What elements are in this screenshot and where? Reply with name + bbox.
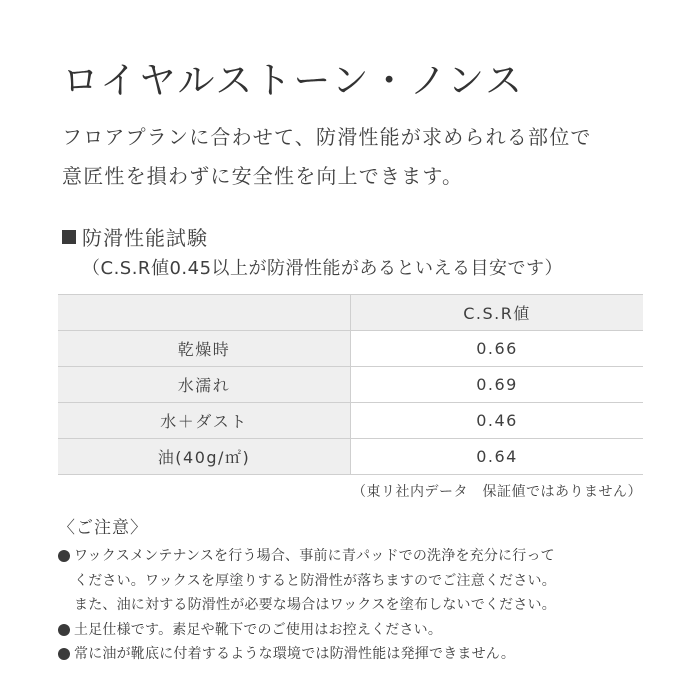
table-row-value: 0.69 [351, 367, 644, 403]
section-note: （C.S.R値0.45以上が防滑性能があるといえる目安です） [82, 258, 564, 279]
caution-note-line: ワックスメンテナンスを行う場合、事前に青パッドでの洗浄を充分に行って [74, 548, 555, 564]
table-row-value: 0.64 [351, 439, 644, 475]
table-row-label: 乾燥時 [58, 331, 351, 367]
bullet-icon [58, 550, 70, 562]
intro-line: 意匠性を損わずに安全性を向上できます。 [62, 164, 464, 188]
table-footnote: （東リ社内データ 保証値ではありません） [352, 484, 642, 500]
caution-note [58, 544, 556, 618]
table-row [58, 367, 643, 403]
bullet-icon [58, 648, 70, 660]
caution-note-line: また、油に対する防滑性が必要な場合はワックスを塗布しないでください。 [74, 597, 556, 613]
caution-notes [58, 544, 556, 667]
table-row [58, 439, 643, 475]
table-header-row [58, 295, 643, 331]
table-row-value: 0.46 [351, 403, 644, 439]
table-header-label [58, 295, 351, 331]
caution-note-line: 常に油が靴底に付着するような環境では防滑性能は発揮できません。 [74, 646, 516, 662]
table-row [58, 403, 643, 439]
intro-text [62, 118, 592, 196]
table-row [58, 331, 643, 367]
table-row-label: 油(40g/㎡) [58, 439, 351, 475]
table-row-label: 水濡れ [58, 367, 351, 403]
csr-table [58, 294, 643, 475]
caution-heading: 〈ご注意〉 [58, 518, 148, 538]
table-header-value: C.S.R値 [351, 295, 644, 331]
caution-note [58, 618, 556, 643]
table-row-label: 水＋ダスト [58, 403, 351, 439]
caution-note-line: 土足仕様です。素足や靴下でのご使用はお控えください。 [74, 621, 443, 638]
section-heading [62, 222, 208, 251]
square-bullet-icon [62, 230, 76, 244]
caution-note [58, 642, 556, 667]
bullet-icon [58, 624, 70, 636]
page-title: ロイヤルストーン・ノンス [62, 59, 525, 102]
section-heading-text: 防滑性能試験 [82, 226, 208, 250]
caution-note-line: ください。ワックスを厚塗りすると防滑性が落ちますのでご注意ください。 [74, 572, 556, 589]
intro-line: フロアプランに合わせて、防滑性能が求められる部位で [62, 125, 592, 149]
table-row-value: 0.66 [351, 331, 644, 367]
